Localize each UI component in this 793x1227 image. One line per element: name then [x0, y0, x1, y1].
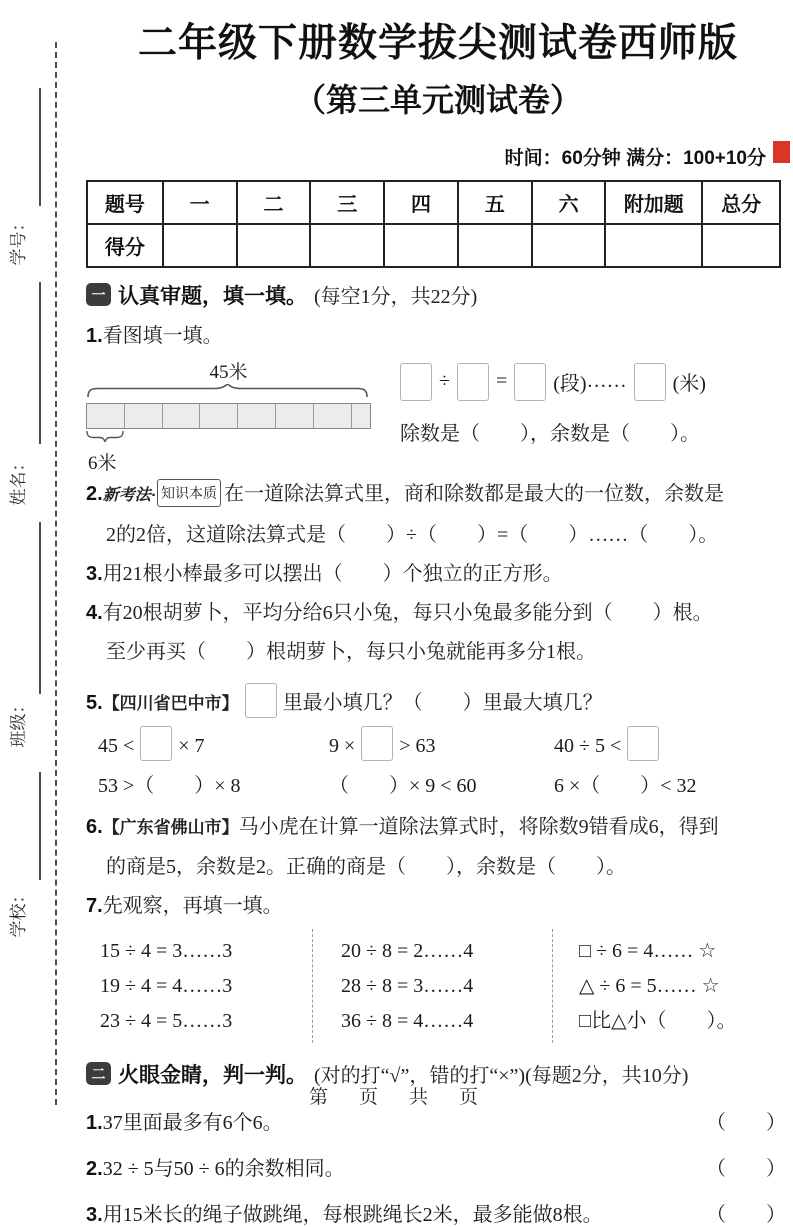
unit-duan: (段) [553, 373, 587, 396]
bar-segment [163, 404, 201, 428]
score-table-score-row [87, 224, 780, 267]
answer-box [457, 363, 489, 401]
new-method-tag: 新考法· [102, 486, 157, 504]
judge-item-body: 用15米长的绳子做跳绳，每根跳绳长2米，最多能做8根。 [102, 1203, 603, 1226]
write-line [39, 522, 41, 694]
question-1-body [86, 355, 790, 475]
unit-length-label: 6米 [88, 452, 117, 474]
q7-equation: 15 ÷ 4 = 3……3 [100, 939, 233, 962]
judge-item-1 [86, 1106, 790, 1135]
question-5-text: 里最小填几？（ ）里最大填几？ [282, 691, 603, 714]
q7-column-2 [312, 929, 552, 1043]
paper-main [86, 0, 790, 1227]
col-question-no: 题号 [87, 181, 163, 224]
bar-segment [87, 404, 125, 428]
question-3-text: 用21根小棒最多可以摆出（ ）个独立的正方形。 [102, 562, 563, 585]
question-5 [86, 683, 790, 718]
score-table [86, 180, 781, 268]
answer-box [361, 726, 393, 761]
score-cell [384, 224, 458, 267]
bar-segment [238, 404, 276, 428]
judge-item-body: 32 ÷ 5与50 ÷ 6的余数相同。 [102, 1157, 345, 1180]
score-cell [237, 224, 311, 267]
expr-text: 45 < [98, 734, 135, 757]
q5-expression [329, 726, 554, 761]
col-two: 二 [237, 181, 311, 224]
write-line [39, 88, 41, 206]
judge-item-number: 2. [86, 1157, 103, 1180]
question-6-text1: 马小虎在计算一道除法算式时，将除数9错看成6，得到 [238, 815, 719, 838]
question-6-number: 6. [86, 815, 103, 838]
q7-equation: 28 ÷ 8 = 3……4 [341, 974, 474, 997]
q7-equation: □ ÷ 6 = 4…… ☆ [579, 939, 717, 962]
judge-item-text [86, 1152, 345, 1181]
judge-answer-bracket: （ ） [706, 1203, 786, 1226]
judge-answer-bracket: （ ） [706, 1157, 786, 1180]
answer-box [514, 363, 546, 401]
bottom-brace-icon [86, 431, 124, 442]
score-row-label: 得分 [87, 224, 163, 267]
q7-equation: □比△小（ ）。 [579, 1009, 737, 1032]
q5-expression: 6 ×（ ）< 32 [554, 774, 697, 797]
col-bonus: 附加题 [605, 181, 702, 224]
section-two-title: 火眼金睛，判一判。 [118, 1063, 307, 1087]
page-footer: 第 页 共 页 [308, 1087, 484, 1108]
question-7 [86, 893, 790, 919]
question-2-line2: 2的2倍，这道除法算式是（ ）÷（ ）=（ ）……（ ）。 [106, 523, 719, 546]
student-name-label: 姓名： [9, 454, 28, 506]
q7-equation: 20 ÷ 8 = 2……4 [341, 939, 474, 962]
q7-equation: 36 ÷ 8 = 4……4 [341, 1009, 474, 1032]
binding-margin [0, 0, 56, 1122]
q7-column-1 [86, 929, 312, 1043]
question-2 [86, 479, 790, 509]
bar-segment [125, 404, 163, 428]
question-5-number: 5. [86, 691, 103, 714]
judge-item-text [86, 1198, 603, 1227]
question-6 [86, 814, 790, 841]
unit-mi: (米) [672, 373, 706, 396]
question-7-text: 先观察，再填一填。 [102, 894, 283, 917]
judge-item-body: 37里面最多有6个6。 [102, 1111, 283, 1134]
q7-equation: △ ÷ 6 = 5…… ☆ [579, 974, 720, 997]
section-one-badge-icon: 一 [86, 283, 111, 306]
section-one-header [86, 280, 790, 310]
score-cell [310, 224, 384, 267]
col-six: 六 [532, 181, 606, 224]
bar-segment [276, 404, 314, 428]
bar-segment [200, 404, 238, 428]
judge-item-number: 3. [86, 1203, 103, 1226]
remainder-dots: …… [586, 370, 627, 393]
top-brace-icon [86, 384, 369, 397]
question-4-number: 4. [86, 601, 103, 624]
q7-equation: 19 ÷ 4 = 4……3 [100, 974, 233, 997]
score-cell [605, 224, 702, 267]
write-line [39, 772, 41, 880]
col-total: 总分 [702, 181, 780, 224]
expr-text: 9 × [329, 734, 356, 757]
question-1-equation [394, 355, 790, 475]
judge-item-text [86, 1106, 283, 1135]
question-3 [86, 561, 790, 587]
equals-sign: = [495, 370, 508, 393]
answer-box [140, 726, 172, 761]
question-5-source-tag: 【四川省巴中市】 [102, 693, 239, 713]
section-one-note: (每空1分，共22分) [314, 286, 478, 309]
question-1-number: 1. [86, 324, 103, 347]
q5-expression: 53 >（ ）× 8 [98, 774, 241, 797]
question-2-text1: 在一道除法算式里，商和除数都是最大的一位数，余数是 [224, 482, 725, 505]
q7-equation: 23 ÷ 4 = 5……3 [100, 1009, 233, 1032]
answer-box [400, 363, 432, 401]
score-cell [702, 224, 780, 267]
section-two-badge-icon: 二 [86, 1062, 111, 1085]
expr-text: 40 ÷ 5 < [554, 734, 622, 757]
expr-text: × 7 [178, 734, 205, 757]
expr-text: > 63 [399, 734, 436, 757]
rope-diagram [86, 355, 394, 475]
q5-expression [86, 726, 329, 761]
knowledge-tag: 知识本质 [157, 479, 221, 507]
bar-segment-partial [352, 404, 370, 428]
question-5-row2 [86, 769, 790, 798]
question-1-text: 看图填一填。 [102, 324, 223, 347]
col-four: 四 [384, 181, 458, 224]
answer-box [627, 726, 659, 761]
divide-sign: ÷ [439, 370, 450, 393]
question-1-line2: 除数是（ ），余数是（ ）。 [400, 422, 700, 445]
bar-segment [314, 404, 352, 428]
col-five: 五 [458, 181, 532, 224]
segmented-bar [86, 403, 371, 429]
judge-answer-bracket: （ ） [706, 1111, 786, 1134]
judge-item-number: 1. [86, 1111, 103, 1134]
score-cell [458, 224, 532, 267]
paper-title: 二年级下册数学拔尖测试卷西师版 [137, 22, 738, 65]
question-5-row1 [86, 726, 790, 761]
cut-dashed-line [55, 42, 57, 1105]
answer-box [634, 363, 666, 401]
write-line [39, 282, 41, 444]
col-one: 一 [163, 181, 237, 224]
judge-item-2 [86, 1152, 790, 1181]
section-one-title: 认真审题，填一填。 [118, 284, 307, 308]
student-id-label: 学号： [9, 214, 28, 266]
exam-meta: 时间：60分钟 满分：100+10分 [504, 147, 766, 169]
question-2-number: 2. [86, 482, 103, 505]
judge-item-3 [86, 1198, 790, 1227]
question-4 [86, 600, 790, 626]
question-6-line2: 的商是5，余数是2。正确的商是（ ），余数是（ ）。 [106, 855, 626, 878]
paper-subtitle: （第三单元测试卷） [293, 81, 582, 118]
q7-column-3 [552, 929, 790, 1043]
question-7-number: 7. [86, 894, 103, 917]
section-two-note: (对的打“√”，错的打“×”)(每题2分，共10分) [314, 1065, 689, 1088]
q5-expression [554, 726, 790, 761]
answer-box [245, 683, 277, 718]
question-1 [86, 323, 790, 349]
school-label: 学校： [9, 886, 28, 938]
question-4-text1: 有20根胡萝卜，平均分给6只小兔，每只小兔最多能分到（ ）根。 [102, 601, 713, 624]
score-table-header-row [87, 181, 780, 224]
total-length-label: 45米 [209, 361, 248, 383]
equation-line [400, 363, 790, 401]
question-6-source-tag: 【广东省佛山市】 [102, 817, 239, 837]
exam-meta-row [86, 143, 790, 170]
red-corner-mark [773, 141, 790, 163]
class-label: 班级： [9, 696, 28, 748]
question-7-grid [86, 929, 790, 1043]
score-cell [532, 224, 606, 267]
col-three: 三 [310, 181, 384, 224]
score-cell [163, 224, 237, 267]
q5-expression: （ ）× 9 < 60 [329, 774, 477, 797]
question-4-line2: 至少再买（ ）根胡萝卜，每只小兔就能再多分1根。 [106, 640, 596, 663]
question-3-number: 3. [86, 562, 103, 585]
